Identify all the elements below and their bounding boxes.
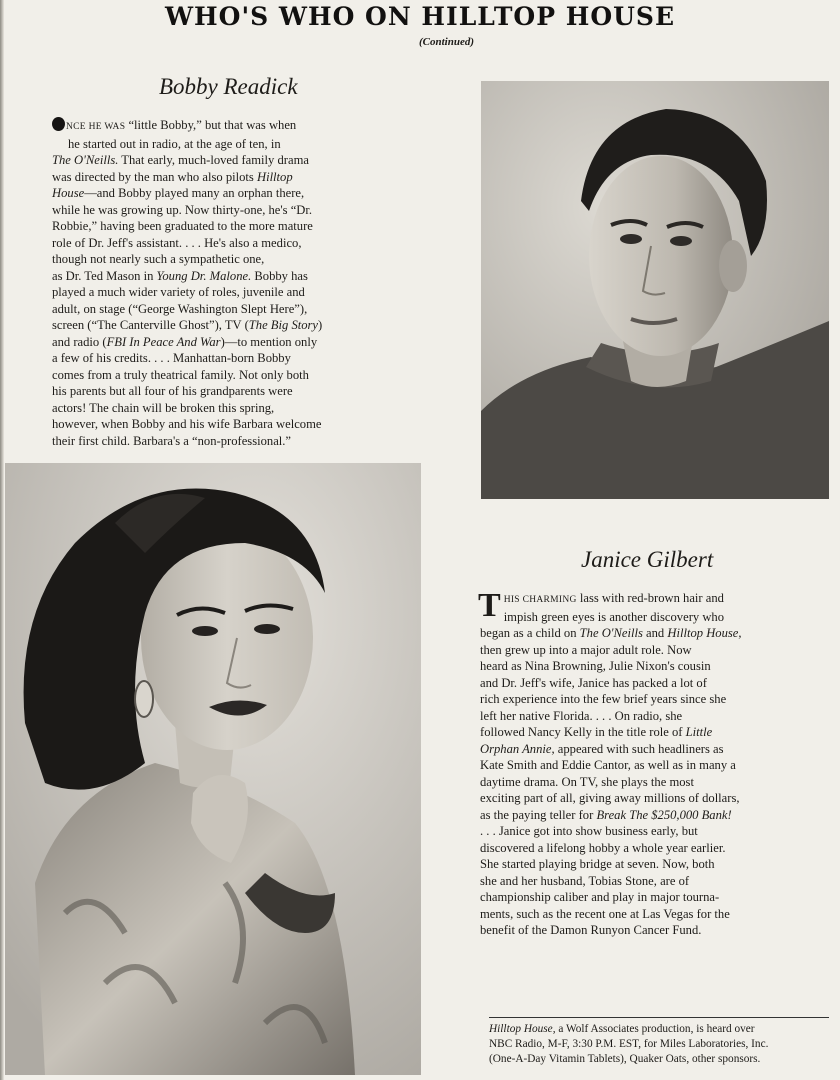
footer-sponsor-note (489, 1022, 834, 1067)
bobby-story-line: however, when Bobby and his wife Barbara welcome (52, 417, 322, 431)
bobby-portrait-image (481, 81, 829, 499)
bobby-name-heading: Bobby Readick (159, 74, 298, 99)
bobby-story-line: his parents but all four of his grandparents were (52, 384, 293, 398)
bobby-story-line: he started out in radio, at the age of ten, in (68, 136, 281, 151)
janice-story-line: rich experience into the few brief years since she (480, 692, 727, 706)
page-title: WHO'S WHO ON HILLTOP HOUSE (164, 2, 676, 31)
janice-story-line: benefit of the Damon Runyon Cancer Fund. (480, 923, 702, 937)
footer-line: (One-A-Day Vitamin Tablets), Quaker Oats, other sponsors. (489, 1053, 761, 1065)
janice-story-line: Orphan Annie, appeared with such headliners as (480, 741, 724, 756)
bobby-story-line: a few of his credits. . . . Manhattan-born Bobby (52, 351, 291, 365)
janice-story-line: She started playing bridge at seven. Now, both (480, 857, 715, 871)
janice-story-line: impish green eyes is another discovery who (503, 609, 725, 624)
footer-divider (489, 1017, 829, 1018)
bobby-line-0: “little Bobby,” but that was when (125, 118, 297, 132)
bobby-story-line: Robbie,” having been graduated to the more mature (52, 219, 313, 233)
janice-story-line: discovered a lifelong hobby a whole year earlier. (480, 840, 726, 855)
janice-story-line: daytime drama. On TV, she plays the most (480, 774, 694, 789)
bobby-story-line: comes from a truly theatrical family. Not only both (52, 367, 309, 382)
page-binding-edge (0, 0, 4, 1080)
bobby-story-line: played a much wider variety of roles, juvenile and (52, 285, 305, 299)
janice-story (478, 587, 742, 939)
janice-dropcap: T (478, 587, 501, 624)
bobby-story-line: as Dr. Ted Mason in Young Dr. Malone. Bobby has (52, 268, 308, 283)
bobby-story-line: while he was growing up. Now thirty-one, he's “Dr. (52, 202, 313, 217)
janice-story-line: then grew up into a major adult role. Now (480, 642, 692, 657)
janice-story-line: ments, such as the recent one at Las Vegas for the (480, 906, 730, 921)
bobby-story-line: House—and Bobby played many an orphan there, (52, 186, 305, 200)
janice-story-line: she and her husband, Tobias Stone, are of (480, 873, 690, 888)
janice-story-line: followed Nancy Kelly in the title role of Little (480, 725, 713, 739)
janice-portrait-image (5, 463, 421, 1075)
bobby-story-line: adult, on stage (“George Washington Slept Here”), (52, 301, 308, 316)
bobby-story-line: their first child. Barbara's a “non-professional.” (52, 433, 292, 448)
bobby-story-line: though not nearly such a sympathetic one, (52, 252, 265, 266)
janice-story-line: . . . Janice got into show business early, but (480, 824, 698, 838)
bobby-story-line: actors! The chain will be broken this spring, (52, 400, 275, 415)
janice-story-line: championship caliber and play in major tourna- (480, 890, 720, 904)
bobby-story-line: was directed by the man who also pilots Hilltop (52, 169, 293, 184)
janice-story-line: heard as Nina Browning, Julie Nixon's cousin (480, 659, 711, 673)
janice-story-line: left her native Florida. . . . On radio, she (480, 708, 683, 723)
janice-story-line: began as a child on The O'Neills and Hilltop House, (480, 626, 742, 640)
janice-story-line: and Dr. Jeff's wife, Janice has packed a lot of (480, 675, 707, 690)
bobby-story-line: The O'Neills. That early, much-loved family drama (52, 153, 309, 167)
bobby-story-line: and radio (FBI In Peace And War)—to mention only (52, 334, 318, 349)
bobby-smallcaps-lead: NCE HE WAS (66, 122, 126, 132)
bobby-story-line: screen (“The Canterville Ghost”), TV (The Big Story) (52, 318, 323, 332)
bobby-story-line: role of Dr. Jeff's assistant. . . . He's also a medico, (52, 235, 302, 250)
footer-line: Hilltop House, a Wolf Associates production, is heard over (489, 1023, 755, 1035)
janice-story-line: Kate Smith and Eddie Cantor, as well as in many a (480, 758, 736, 772)
janice-name-heading: Janice Gilbert (581, 547, 714, 572)
janice-portrait-photo (5, 463, 421, 1075)
janice-smallcaps-lead: HIS CHARMING (503, 595, 577, 605)
continued-label: (Continued) (418, 36, 474, 48)
bobby-portrait-photo (481, 81, 829, 499)
bobby-story (52, 117, 322, 449)
dropcap-o-icon (52, 117, 65, 131)
janice-story-line: as the paying teller for Break The $250,000 Bank! (480, 807, 732, 822)
janice-story-line: HIS CHARMING lass with red-brown hair and (503, 591, 724, 605)
janice-story-line: exciting part of all, giving away millions of dollars, (480, 791, 740, 805)
footer-line: NBC Radio, M-F, 3:30 P.M. EST, for Miles Laboratories, Inc. (489, 1038, 769, 1050)
bobby-story-line (52, 117, 322, 136)
